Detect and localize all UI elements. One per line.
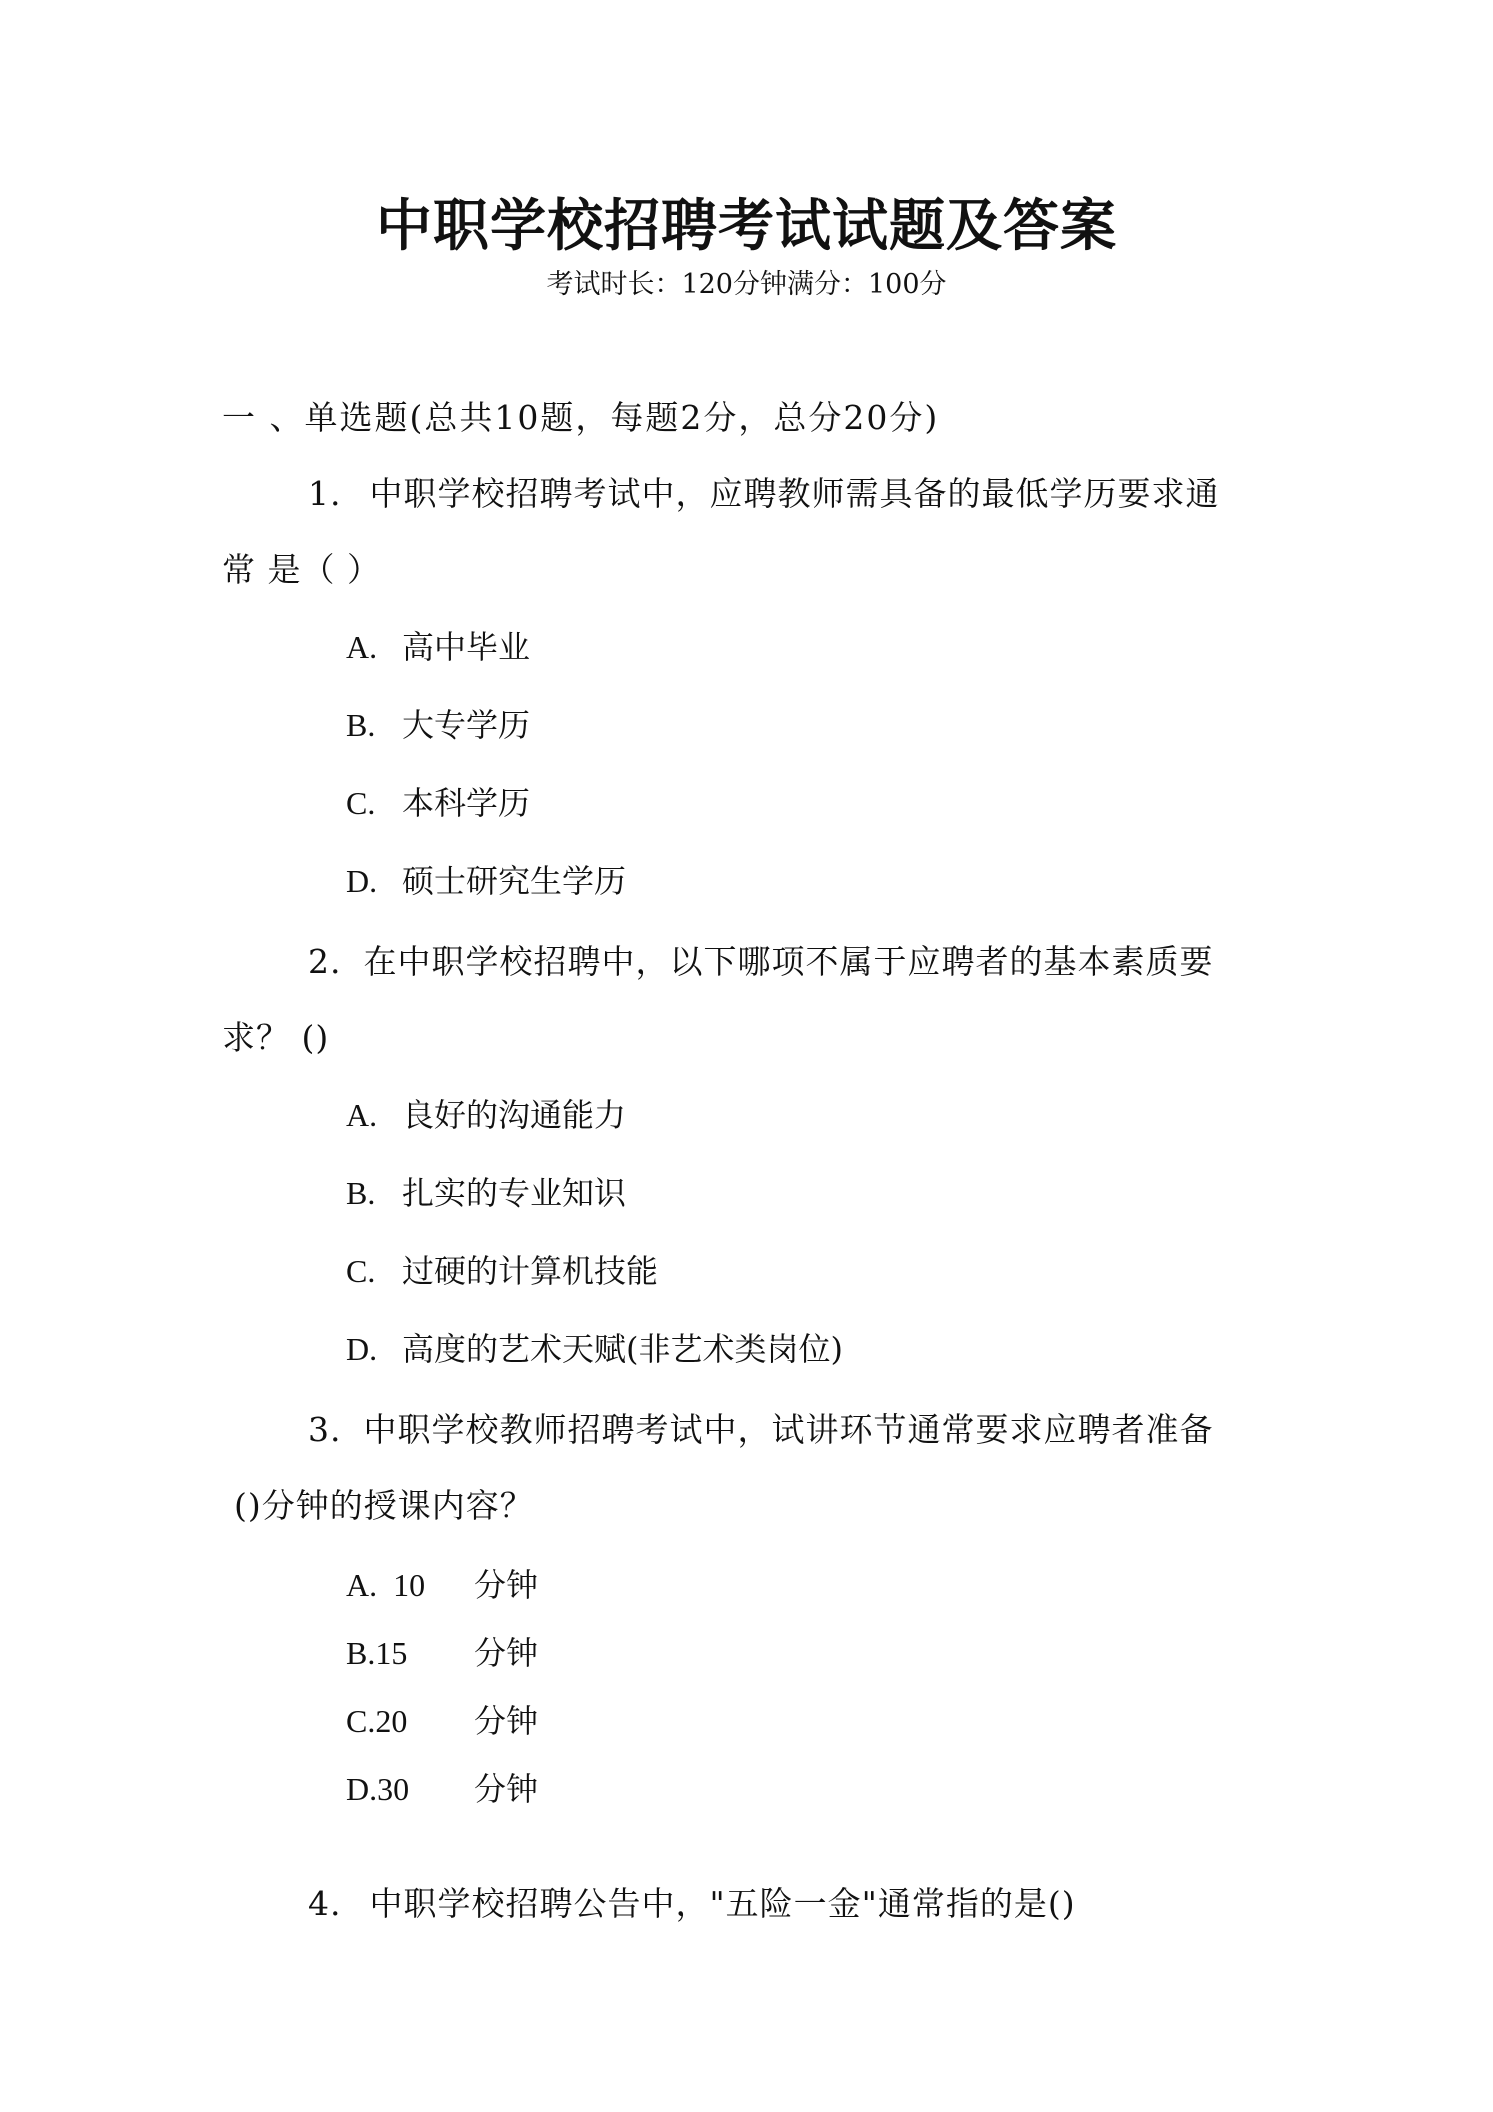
option-d xyxy=(346,1324,843,1370)
option-text: 高度的艺术天赋(非艺术类岗位) xyxy=(402,1330,843,1368)
option-text: 良好的沟通能力 xyxy=(402,1096,627,1134)
question-number: 1. xyxy=(308,474,342,513)
option-c xyxy=(346,778,530,824)
option-a xyxy=(346,622,530,668)
option-c xyxy=(346,1246,658,1292)
option-text: 分钟 xyxy=(474,1634,539,1672)
option-a xyxy=(346,1560,538,1606)
option-text: 大专学历 xyxy=(402,706,531,744)
option-c xyxy=(346,1696,538,1742)
option-label: D. xyxy=(346,1331,378,1367)
question-4-stem xyxy=(308,1878,1076,1925)
question-text: 中职学校招聘考试中，应聘教师需具备的最低学历要求通 xyxy=(369,474,1220,513)
option-text: 分钟 xyxy=(474,1702,539,1740)
option-b xyxy=(346,1168,626,1214)
question-3-stem-continued: ()分钟的授课内容？ xyxy=(234,1486,534,1525)
question-number: 3. xyxy=(308,1410,342,1449)
option-label: D. xyxy=(346,863,378,899)
question-number: 2. xyxy=(308,942,342,981)
option-label: A. xyxy=(346,1097,378,1133)
option-text: 分钟 xyxy=(474,1566,539,1604)
option-text: 高中毕业 xyxy=(402,628,531,666)
option-d xyxy=(346,856,626,902)
option-d xyxy=(346,1764,538,1810)
question-1-stem xyxy=(308,468,1220,515)
question-text: 在中职学校招聘中，以下哪项不属于应聘者的基本素质要 xyxy=(363,942,1214,981)
option-label: C. xyxy=(346,785,376,821)
section-heading: 一 、单选题(总共10题，每题2分，总分20分) xyxy=(222,398,940,437)
option-label: A. 10 xyxy=(346,1567,426,1603)
option-text: 硕士研究生学历 xyxy=(402,862,627,900)
question-2-stem xyxy=(308,936,1214,983)
question-text: 中职学校教师招聘考试中，试讲环节通常要求应聘者准备 xyxy=(363,1410,1214,1449)
question-number: 4. xyxy=(308,1884,342,1923)
question-3-stem xyxy=(308,1404,1214,1451)
option-text: 分钟 xyxy=(474,1770,539,1808)
option-label: A. xyxy=(346,629,378,665)
question-1-stem-continued: 常 是（ ） xyxy=(222,550,381,589)
option-b xyxy=(346,700,530,746)
option-b xyxy=(346,1628,538,1674)
option-text: 扎实的专业知识 xyxy=(402,1174,627,1212)
option-text: 过硬的计算机技能 xyxy=(402,1252,659,1290)
option-label: C. xyxy=(346,1253,376,1289)
question-2-stem-continued: 求？ () xyxy=(222,1018,330,1057)
exam-info: 考试时长：120分钟满分：100分 xyxy=(546,269,947,300)
option-label: B.15 xyxy=(346,1635,408,1671)
option-label: D.30 xyxy=(346,1771,410,1807)
option-a xyxy=(346,1090,626,1136)
option-label: C.20 xyxy=(346,1703,408,1739)
option-label: B. xyxy=(346,707,376,743)
document-title: 中职学校招聘考试试题及答案 xyxy=(376,194,1117,259)
option-text: 本科学历 xyxy=(402,784,531,822)
question-text: 中职学校招聘公告中，"五险一金"通常指的是() xyxy=(369,1884,1076,1923)
option-label: B. xyxy=(346,1175,376,1211)
